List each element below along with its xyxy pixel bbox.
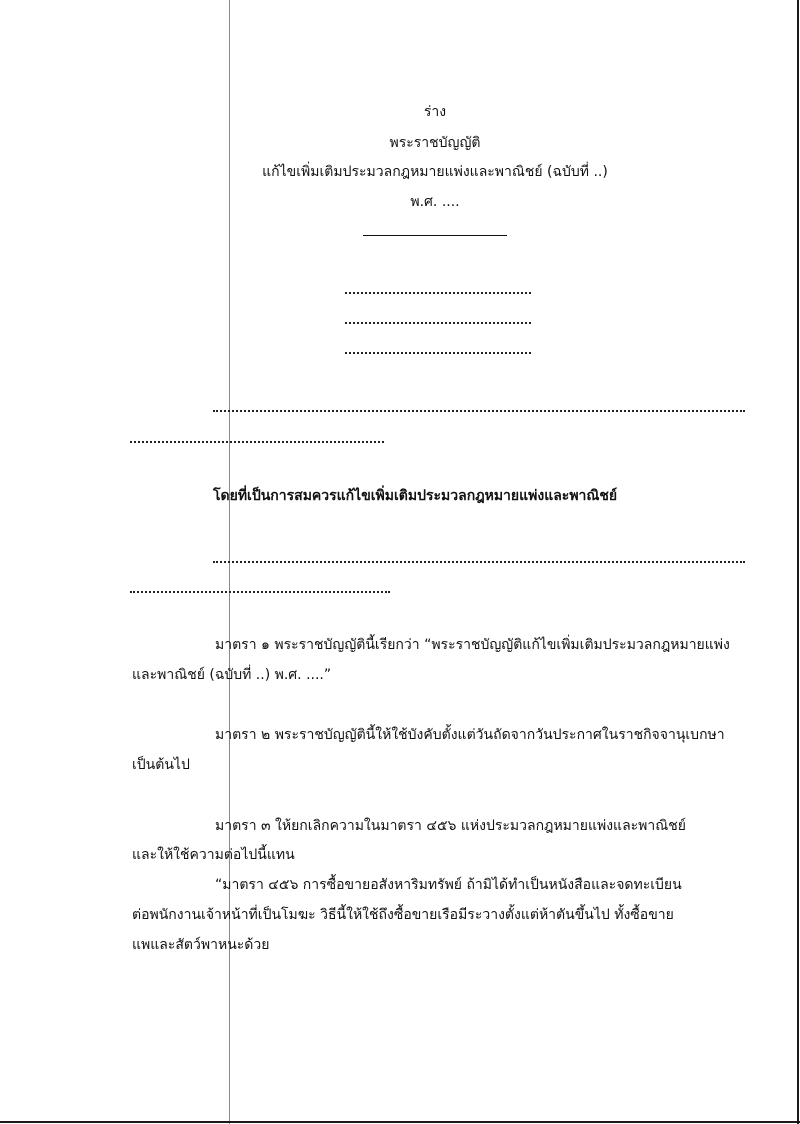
reason-blank-1 <box>213 561 745 563</box>
section-2-line-1: มาตรา ๒ พระราชบัญญัตินี้ให้ใช้บังคับตั้งแต่วันถัดจากวันประกาศในราชกิจจานุเบกษา <box>215 727 725 743</box>
draft-label: ร่าง <box>423 104 447 120</box>
doc-title: แก้ไขเพิ่มเติมประมวลกฎหมายแพ่งและพาณิชย์ (ฉบับที่ ..) <box>262 164 608 180</box>
enactment-blank-1 <box>345 292 531 294</box>
section-456-line-3: แพและสัตว์พาหนะด้วย <box>132 937 270 953</box>
reason-blank-2 <box>130 591 390 593</box>
section-456-line-2: ต่อพนักงานเจ้าหน้าที่เป็นโมฆะ วิธีนี้ให้ใช้ถึงซื้อขายเรือมีระวางตั้งแต่ห้าตันขึ้นไป ทั้งซื้อขาย <box>132 907 674 923</box>
section-3-line-1: มาตรา ๓ ให้ยกเลิกความในมาตรา ๔๕๖ แห่งประมวลกฎหมายแพ่งและพาณิชย์ <box>215 818 686 834</box>
section-3-line-2: และให้ใช้ความต่อไปนี้แทน <box>132 847 295 863</box>
section-2-line-2: เป็นต้นไป <box>132 757 190 773</box>
enactment-blank-2 <box>345 322 531 324</box>
scan-border-bottom <box>0 1121 800 1123</box>
preamble-blank-1 <box>213 410 745 412</box>
section-456-line-1: “มาตรา ๔๕๖ การซื้อขายอสังหาริมทรัพย์ ถ้ามิได้ทำเป็นหนังสือและจดทะเบียน <box>215 877 682 893</box>
doc-year: พ.ศ. .... <box>410 194 460 210</box>
preamble-blank-2 <box>130 441 384 443</box>
preamble-reason: โดยที่เป็นการสมควรแก้ไขเพิ่มเติมประมวลกฎหมายแพ่งและพาณิชย์ <box>213 488 618 504</box>
doc-type: พระราชบัญญัติ <box>389 135 481 151</box>
section-1-line-2: และพาณิชย์ (ฉบับที่ ..) พ.ศ. ....” <box>132 667 332 683</box>
section-1-line-1: มาตรา ๑ พระราชบัญญัตินี้เรียกว่า “พระราชบัญญัติแก้ไขเพิ่มเติมประมวลกฎหมายแพ่ง <box>215 637 730 653</box>
enactment-blank-3 <box>345 352 531 354</box>
title-underline <box>363 235 507 236</box>
